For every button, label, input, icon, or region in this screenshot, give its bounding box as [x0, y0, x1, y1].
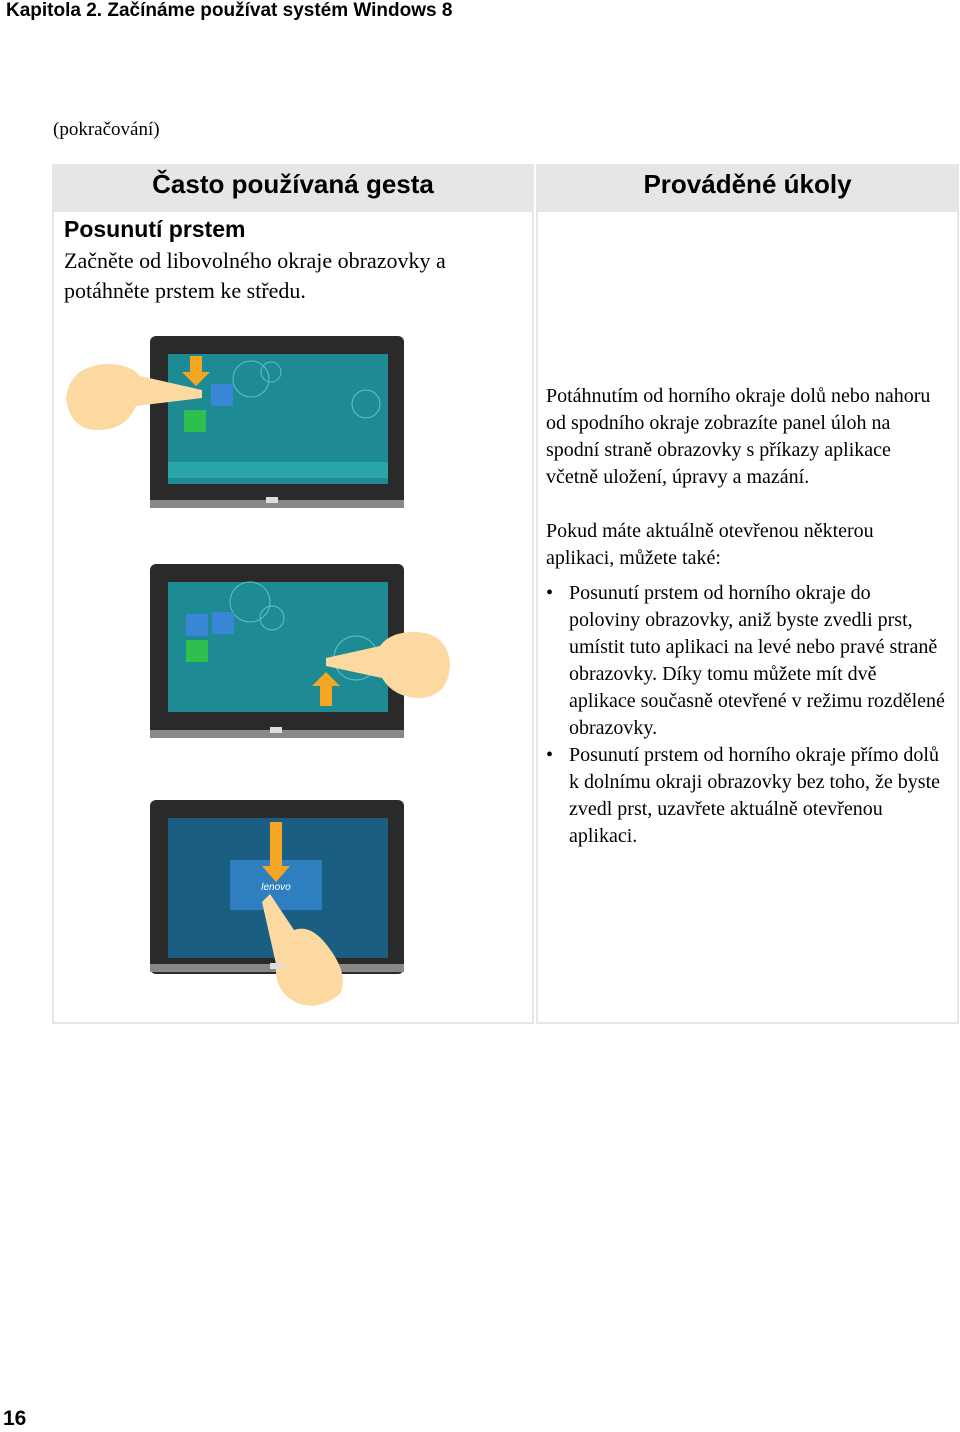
bullet-icon: • [546, 582, 554, 604]
list-item-text: Posunutí prstem od horního okraje přímo dolů k dolnímu okraji obrazovky bez toho, že byste zvedl prst, uzavřete aktuálně otevřenou aplikaci. [569, 744, 941, 847]
column-heading-gestures: Často používaná gesta [152, 169, 434, 199]
list-item-text: Posunutí prstem od horního okraje do poloviny obrazovky, aniž byste zvedli prst, umístit tuto aplikaci na levé nebo pravé straně obrazovky. Díky tomu můžete mít dvě aplikace současně otevřené v režimu rozdělené obrazovky. [569, 582, 945, 739]
illustration-swipe-bottom [150, 562, 455, 742]
task-paragraph-1: Potáhnutím od horního okraje dolů nebo nahoru od spodního okraje zobrazíte panel úloh na spodní straně obrazovky s příkazy aplikace včetně uložení, úpravy a mazání. [546, 385, 931, 488]
task-paragraph-2: Pokud máte aktuálně otevřenou některou aplikaci, můžete také: [546, 520, 874, 569]
gesture-title: Posunutí prstem [64, 216, 246, 242]
illustration-swipe-top [66, 334, 411, 514]
column-heading-tasks: Prováděné úkoly [643, 169, 852, 199]
page-number: 16 [3, 1407, 27, 1430]
gesture-description: Začněte od libovolného okraje obrazovky a potáhněte prstem ke středu. [64, 248, 446, 303]
lenovo-logo: lenovo [261, 882, 291, 893]
bullet-icon: • [546, 744, 554, 766]
list-item [546, 742, 946, 852]
chapter-title: Kapitola 2. Začínáme používat systém Windows 8 [6, 0, 453, 21]
table-header-tasks [536, 164, 959, 212]
illustration-swipe-close [150, 798, 410, 1010]
continued-label: (pokračování) [53, 119, 160, 140]
table-header-gestures [52, 164, 534, 212]
list-item [546, 580, 946, 740]
